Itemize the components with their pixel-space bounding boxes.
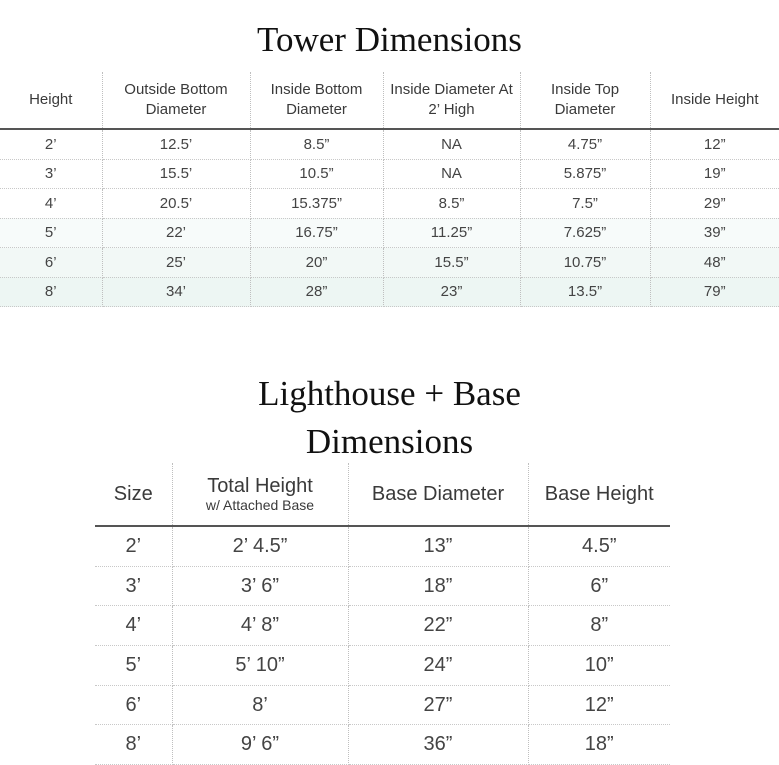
table-cell: 16.75”: [250, 218, 383, 248]
table-cell: 23”: [383, 277, 520, 307]
table-cell: 2’: [0, 129, 102, 159]
table-cell: 6’: [0, 248, 102, 278]
table-row: [95, 566, 670, 606]
tower-dimensions-table: [0, 72, 779, 307]
table-cell: 19”: [650, 159, 779, 189]
column-header-size: Size: [95, 463, 172, 526]
table-cell: 20.5’: [102, 189, 250, 219]
table-cell: 24”: [348, 646, 528, 686]
table-cell: 10.5”: [250, 159, 383, 189]
column-header: Outside Bottom Diameter: [102, 72, 250, 129]
table-cell: 8.5”: [383, 189, 520, 219]
table-cell: 8’: [0, 277, 102, 307]
table-cell: 5’: [0, 218, 102, 248]
table-cell: 8’: [172, 685, 348, 725]
table-cell: 10.75”: [520, 248, 650, 278]
table-cell: 20”: [250, 248, 383, 278]
table-cell: 3’: [0, 159, 102, 189]
table-cell: 5.875”: [520, 159, 650, 189]
table-cell: 34’: [102, 277, 250, 307]
table-cell: 28”: [250, 277, 383, 307]
table-cell: 2’: [95, 526, 172, 566]
table-cell: 18”: [528, 725, 670, 765]
table-cell: NA: [383, 129, 520, 159]
table-cell: 4’: [95, 606, 172, 646]
table-row: [0, 189, 779, 219]
table-row: [95, 606, 670, 646]
table-cell: 22’: [102, 218, 250, 248]
table-cell: 27”: [348, 685, 528, 725]
table-row: [0, 129, 779, 159]
table-row: [95, 725, 670, 765]
table-cell: 15.5”: [383, 248, 520, 278]
table-cell: 3’: [95, 566, 172, 606]
table-cell: 11.25”: [383, 218, 520, 248]
column-header: Height: [0, 72, 102, 129]
lighthouse-title-line2: Dimensions: [305, 422, 474, 461]
table-cell: NA: [383, 159, 520, 189]
table-row: [95, 646, 670, 686]
table-cell: 7.5”: [520, 189, 650, 219]
table-cell: 3’ 6”: [172, 566, 348, 606]
table-cell: 22”: [348, 606, 528, 646]
table-cell: 4’: [0, 189, 102, 219]
table-cell: 12.5’: [102, 129, 250, 159]
table-row: [0, 277, 779, 307]
column-header: Inside Top Diameter: [520, 72, 650, 129]
table-cell: 13”: [348, 526, 528, 566]
tower-dimensions-title: Tower Dimensions: [257, 20, 522, 59]
table-cell: 13.5”: [520, 277, 650, 307]
lighthouse-header-row: [95, 463, 670, 526]
table-cell: 12”: [528, 685, 670, 725]
total-height-sublabel: w/ Attached Base: [205, 497, 315, 513]
column-header: Inside Diameter At 2’ High: [383, 72, 520, 129]
column-header: Inside Bottom Diameter: [250, 72, 383, 129]
table-row: [95, 526, 670, 566]
table-cell: 2’ 4.5”: [172, 526, 348, 566]
total-height-label: Total Height: [207, 475, 313, 497]
table-cell: 36”: [348, 725, 528, 765]
table-row: [0, 159, 779, 189]
table-cell: 15.5’: [102, 159, 250, 189]
table-cell: 8”: [528, 606, 670, 646]
table-cell: 4’ 8”: [172, 606, 348, 646]
table-cell: 10”: [528, 646, 670, 686]
table-cell: 25’: [102, 248, 250, 278]
table-cell: 18”: [348, 566, 528, 606]
table-cell: 39”: [650, 218, 779, 248]
table-cell: 29”: [650, 189, 779, 219]
column-header-base-height: Base Height: [544, 483, 654, 505]
table-cell: 8.5”: [250, 129, 383, 159]
table-cell: 9’ 6”: [172, 725, 348, 765]
table-row: [0, 248, 779, 278]
lighthouse-title-line1: Lighthouse + Base: [258, 374, 521, 413]
table-cell: 12”: [650, 129, 779, 159]
table-cell: 6’: [95, 685, 172, 725]
table-cell: 4.5”: [528, 526, 670, 566]
table-row: [0, 218, 779, 248]
table-cell: 8’: [95, 725, 172, 765]
table-cell: 6”: [528, 566, 670, 606]
column-header-base-diameter: Base Diameter: [348, 463, 528, 526]
table-cell: 7.625”: [520, 218, 650, 248]
table-cell: 4.75”: [520, 129, 650, 159]
tower-header-row: [0, 72, 779, 129]
table-cell: 79”: [650, 277, 779, 307]
table-cell: 48”: [650, 248, 779, 278]
column-header: Inside Height: [670, 91, 759, 108]
table-cell: 5’: [95, 646, 172, 686]
table-cell: 15.375”: [250, 189, 383, 219]
lighthouse-base-dimensions-table: [95, 463, 670, 765]
table-cell: 5’ 10”: [172, 646, 348, 686]
table-row: [95, 685, 670, 725]
column-header-total-height: [172, 463, 348, 526]
